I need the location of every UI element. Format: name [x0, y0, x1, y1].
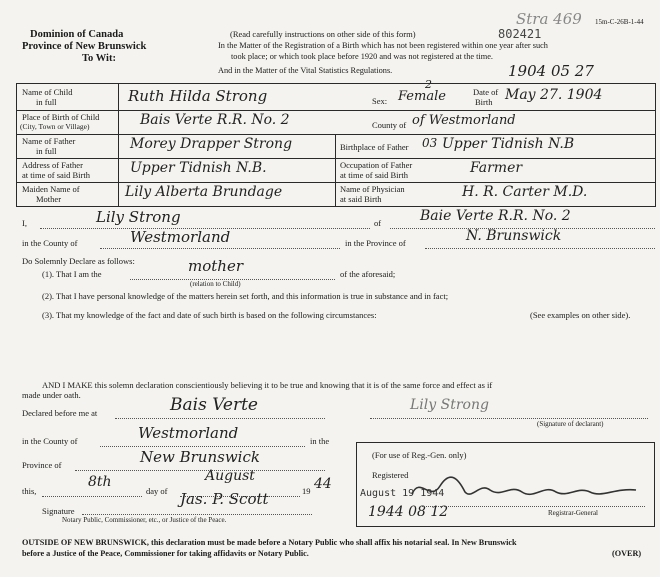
day-of-label: day of: [146, 486, 168, 496]
father-birthplace-mark: 03: [422, 136, 438, 150]
pob-value: Bais Verte R.R. No. 2: [140, 112, 290, 128]
father-address-label-2: at time of said Birth: [22, 170, 90, 180]
declarant-province-label: in the Province of: [345, 238, 406, 248]
stra-stamp: Stra 469: [516, 10, 582, 28]
declared-place-value: Bais Verte: [170, 395, 258, 415]
matter-line-1: In the Matter of the Registration of a Birth which has not been registered within one year after such: [218, 41, 548, 50]
solemn-declaration-line-2: made under oath.: [22, 390, 81, 400]
father-birthplace-value: Upper Tidnish N.B: [442, 136, 575, 152]
rule-2: [16, 134, 656, 135]
declarant-signature-line: [370, 418, 648, 419]
closing-province-line: [75, 470, 325, 471]
rule-label-col: [118, 83, 119, 206]
dominion-heading: Dominion of Canada: [30, 29, 124, 40]
declared-place-line: [115, 418, 325, 419]
mother-name-label-2: Mother: [36, 194, 62, 204]
pob-label: Place of Birth of Child: [22, 112, 100, 122]
registration-number-stamp: 802421: [498, 27, 542, 41]
father-birthplace-label: Birthplace of Father: [340, 142, 409, 152]
rule-4: [16, 182, 656, 183]
sex-value: Female: [398, 89, 446, 104]
item-3-note: (See examples on other side).: [530, 310, 631, 320]
footer-line-1: OUTSIDE OF NEW BRUNSWICK, this declaration must be made before a Notary Public who shall affix his notarial seal. In New Brunswick: [22, 538, 517, 547]
commissioner-signature-line: [82, 514, 312, 515]
child-name-value: Ruth Hilda Strong: [128, 87, 268, 105]
closing-county-value: Westmorland: [138, 424, 239, 442]
closing-province-value: New Brunswick: [140, 448, 260, 466]
registered-label: Registered: [372, 470, 409, 480]
registrar-general-signature: [410, 474, 640, 504]
rule-1: [16, 110, 656, 111]
registration-date-stamp: 1904 05 27: [508, 62, 594, 80]
relation-value: mother: [188, 257, 243, 275]
father-name-label-2: in full: [36, 146, 57, 156]
declarant-province-line: [425, 248, 655, 249]
dob-value: May 27. 1904: [505, 87, 603, 103]
physician-label-2: at said Birth: [340, 194, 382, 204]
child-name-label: Name of Child: [22, 87, 73, 97]
registrar-general-label: Registrar-General: [548, 509, 599, 517]
father-name-value: Morey Drapper Strong: [130, 136, 293, 152]
to-wit-heading: To Wit:: [82, 53, 116, 64]
sex-code-mark: 2: [425, 78, 432, 91]
footer-over: (OVER): [612, 549, 642, 558]
year-prefix: 19: [302, 486, 311, 496]
commissioner-label: Notary Public, Commissioner, etc., or Justice of the Peace.: [62, 516, 227, 524]
declarant-signature-label: (Signature of declarant): [537, 420, 604, 428]
closing-county-line: [100, 446, 305, 447]
father-address-value: Upper Tidnish N.B.: [130, 160, 267, 176]
year-value: 44: [314, 476, 332, 492]
registered-stamp: August 19 1944: [360, 488, 445, 499]
pob-label-2: (City, Town or Village): [20, 122, 90, 131]
declarant-county-label: in the County of: [22, 238, 78, 248]
physician-value: H. R. Carter M.D.: [462, 184, 588, 200]
matter-line-3: And in the Matter of the Vital Statistics Regulations.: [218, 66, 393, 75]
sex-label: Sex:: [372, 96, 388, 106]
declarant-name-value: Lily Strong: [96, 208, 181, 226]
rule-5: [16, 206, 656, 207]
county-label: County of: [372, 120, 407, 130]
rule-left: [16, 83, 17, 206]
declared-at-label: Declared before me at: [22, 408, 98, 418]
province-heading: Province of New Brunswick: [22, 41, 147, 52]
mother-name-value: Lily Alberta Brundage: [125, 184, 283, 200]
solemn-declaration-line-1: AND I MAKE this solemn declaration conscientiously believing it to be true and knowing that it is of the same force and effect as if: [42, 380, 493, 390]
registered-date: 1944 08 12: [368, 504, 449, 520]
item-1-end: of the aforesaid;: [340, 269, 396, 279]
child-name-label-2: in full: [36, 97, 57, 107]
father-name-label: Name of Father: [22, 136, 76, 146]
declarant-province-value: N. Brunswick: [466, 228, 562, 244]
father-occupation-label-2: at time of said Birth: [340, 170, 408, 180]
rule-mid-col: [335, 134, 336, 206]
instructions-note: (Read carefully instructions on other side of this form): [230, 29, 416, 39]
this-label: this,: [22, 486, 37, 496]
closing-county-label: in the County of: [22, 436, 78, 446]
declarant-county-line: [100, 248, 340, 249]
declarant-signature: Lily Strong: [410, 397, 489, 413]
matter-line-2: took place; or which took place before 1920 and was not registered at the time.: [231, 52, 493, 61]
father-address-label: Address of Father: [22, 160, 83, 170]
declarant-i-label: I,: [22, 218, 27, 228]
dob-label-2: Birth: [475, 97, 493, 107]
declarant-address-value: Baie Verte R.R. No. 2: [420, 208, 571, 224]
footer-line-2: before a Justice of the Peace, Commissioner for taking affidavits or Notary Public.: [22, 549, 309, 558]
physician-label: Name of Physician: [340, 184, 405, 194]
form-code: 15m-C-26B-1-44: [595, 18, 644, 26]
registrar-line: [420, 506, 645, 507]
registrar-box-title: (For use of Reg.-Gen. only): [372, 450, 467, 460]
closing-in-the: in the: [310, 436, 330, 446]
father-occupation-label: Occupation of Father: [340, 160, 413, 170]
father-occupation-value: Farmer: [470, 160, 523, 176]
rule-3: [16, 158, 656, 159]
day-line: [42, 496, 142, 497]
signature-label: Signature: [42, 506, 75, 516]
relation-note: (relation to Child): [190, 280, 241, 288]
solemnly-declare: Do Solemnly Declare as follows:: [22, 256, 135, 266]
item-1-start: (1). That I am the: [42, 269, 102, 279]
mother-name-label: Maiden Name of: [22, 184, 80, 194]
dob-label: Date of: [473, 87, 499, 97]
month-value: August: [205, 468, 255, 484]
rule-right: [655, 83, 656, 206]
item-2: (2). That I have personal knowledge of the matters herein set forth, and this information is true in substance and in fact;: [42, 291, 449, 301]
closing-province-label: Province of: [22, 460, 62, 470]
commissioner-signature: Jas. P. Scott: [180, 490, 269, 508]
item-3: (3). That my knowledge of the fact and date of such birth is based on the following circumstances:: [42, 310, 377, 320]
day-value: 8th: [88, 474, 112, 490]
rule-top: [16, 83, 656, 84]
declarant-county-value: Westmorland: [130, 228, 231, 246]
county-value: of Westmorland: [412, 113, 516, 128]
declarant-of-label: of: [374, 218, 382, 228]
